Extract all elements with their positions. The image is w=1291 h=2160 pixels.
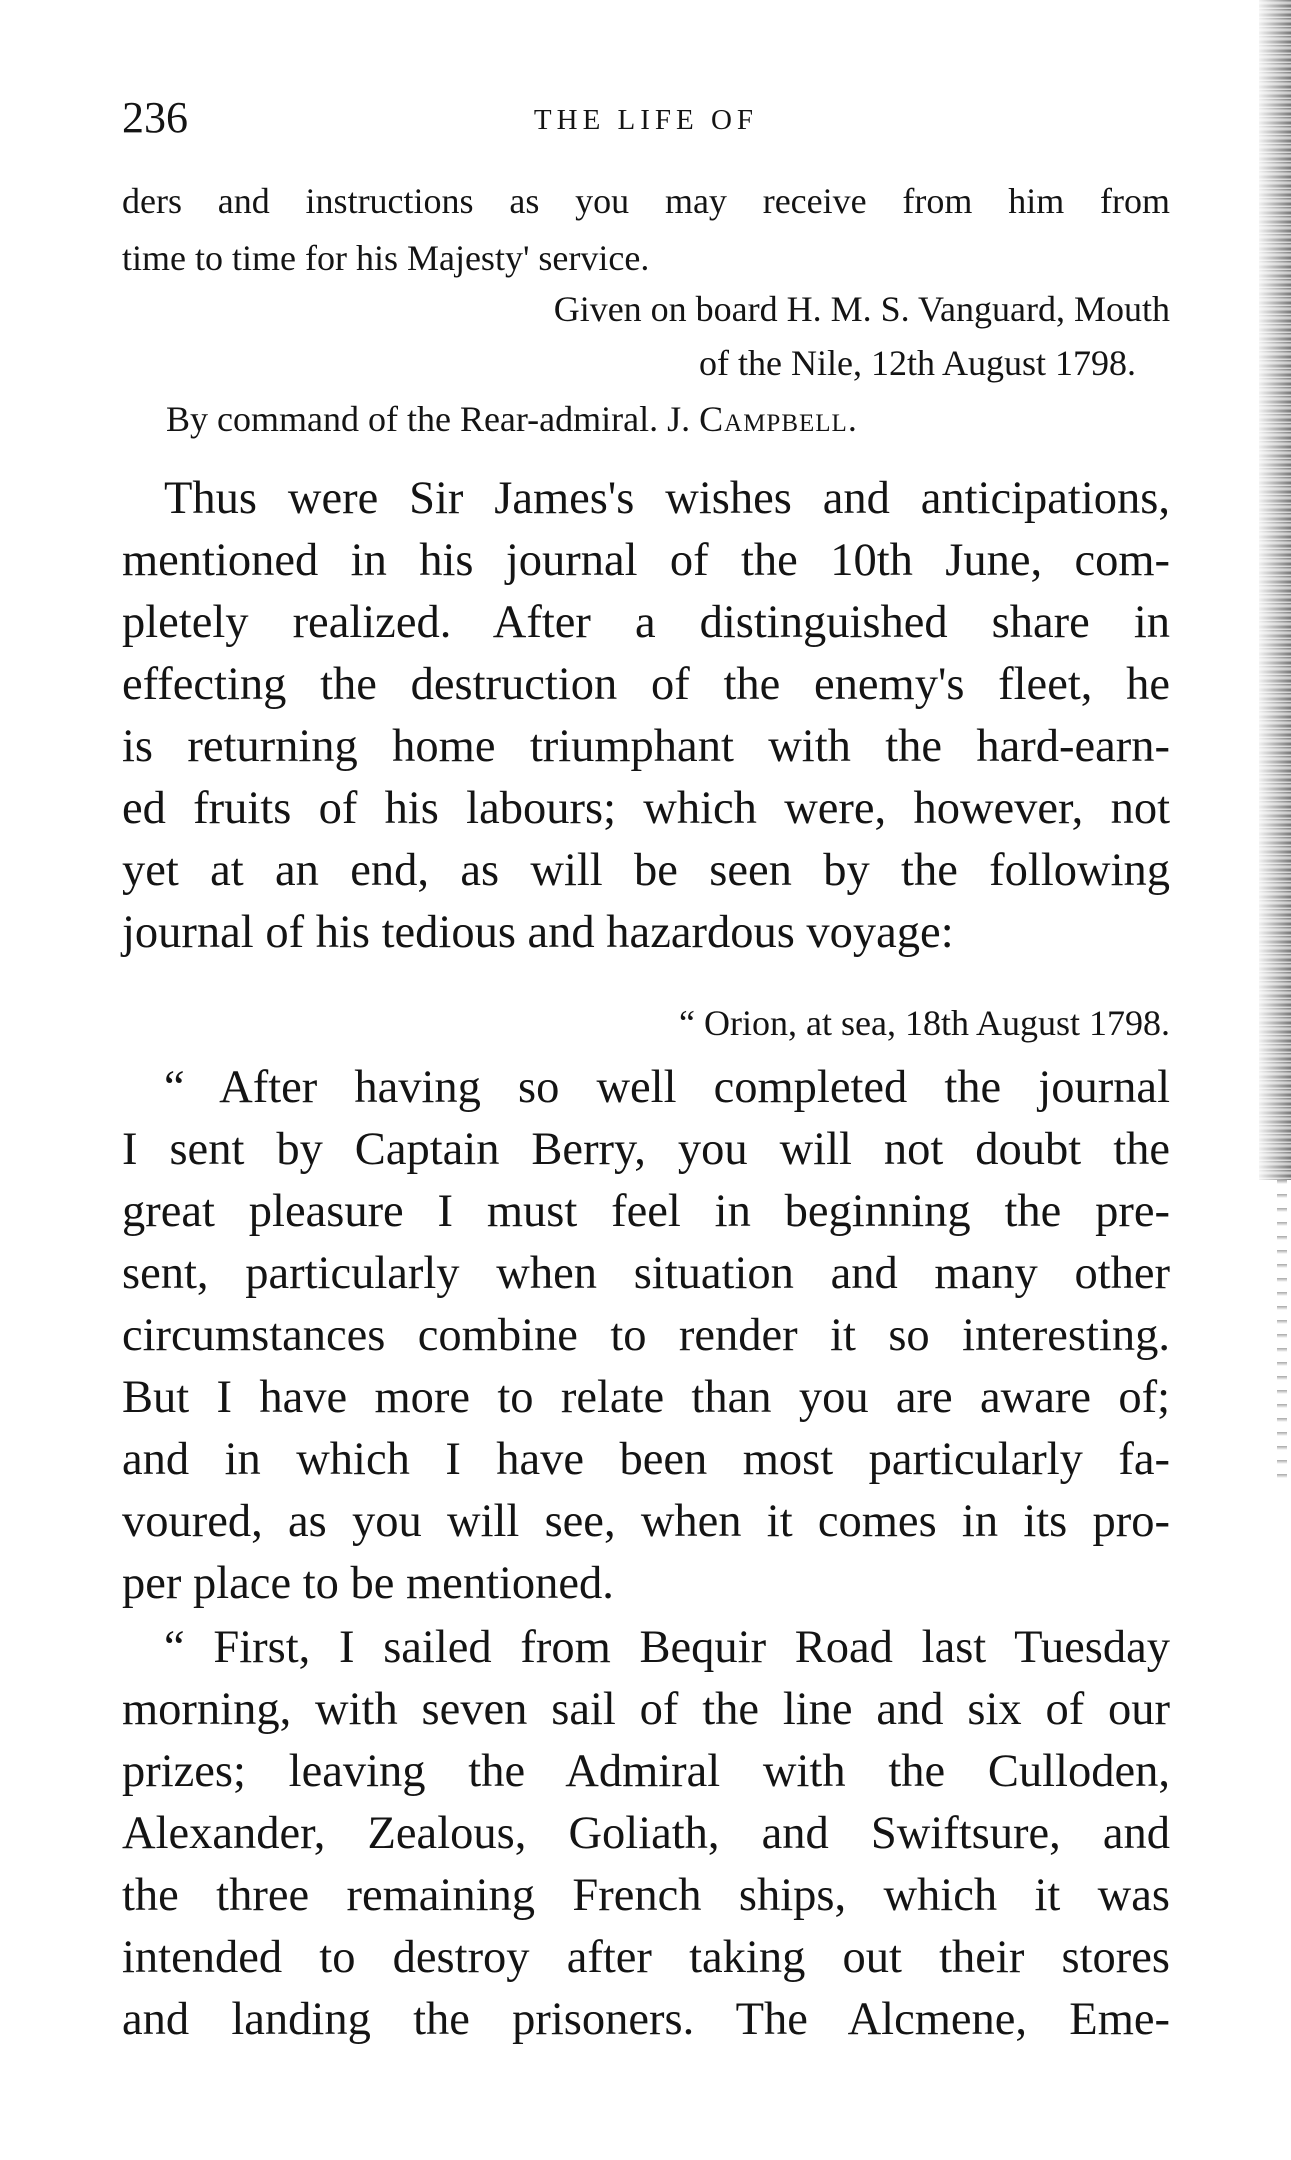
text-line: journal of his tedious and hazardous voyage: [122,907,954,958]
text-line: “ After having so well completed the journal [164,1062,1170,1113]
text-line: But I have more to relate than you are aware of; [122,1372,1170,1423]
text-line: yet at an end, as will be seen by the following [122,845,1170,896]
text-line: and landing the prisoners. The Alcmene, Eme- [122,1994,1170,2045]
text-line: the three remaining French ships, which it was [122,1870,1170,1921]
binding-shadow-lower [1277,1180,1287,1480]
orders-line: time to time for his Majesty' service. [122,238,650,278]
text-line: pletely realized. After a distinguished share in [122,597,1170,648]
signature-name: Campbell. [699,399,858,439]
text-line: voured, as you will see, when it comes in its pro- [122,1496,1170,1547]
paragraph-2 [122,1057,1170,1615]
text-line: I sent by Captain Berry, you will not doubt the [122,1124,1170,1175]
dateline-line: Given on board H. M. S. Vanguard, Mouth [553,289,1170,329]
dateline-line: of the Nile, 12th August 1798. [699,343,1136,383]
text-line: “ First, I sailed from Bequir Road last Tuesday [164,1622,1170,1673]
paragraph-1 [122,468,1170,964]
text-line: Thus were Sir James's wishes and anticipations, [164,473,1170,524]
text-line: mentioned in his journal of the 10th June, com- [122,535,1170,586]
text-line: sent, particularly when situation and many other [122,1248,1170,1299]
signature-prefix: By command of the Rear-admiral. J. [166,399,691,439]
text-line: great pleasure I must feel in beginning the pre- [122,1186,1170,1237]
page-number: 236 [122,93,188,142]
paragraph-3 [122,1617,1170,2051]
text-line: effecting the destruction of the enemy's fleet, he [122,659,1170,710]
binding-shadow [1259,0,1291,1180]
running-head [122,90,1170,146]
letter-dateline: “ Orion, at sea, 18th August 1798. [679,1003,1170,1043]
orders-block [122,173,1170,287]
text-line: morning, with seven sail of the line and six of our [122,1684,1170,1735]
running-title: THE LIFE OF [533,104,759,136]
text-line: ed fruits of his labours; which were, however, not [122,783,1170,834]
text-line: per place to be mentioned. [122,1558,614,1609]
text-line: Alexander, Zealous, Goliath, and Swiftsure, and [122,1808,1170,1859]
text-line: and in which I have been most particularly fa- [122,1434,1170,1485]
orders-line: ders and instructions as you may receive from him from [122,181,1170,221]
text-line: prizes; leaving the Admiral with the Culloden, [122,1746,1170,1797]
text-line: intended to destroy after taking out their stores [122,1932,1170,1983]
text-line: is returning home triumphant with the hard-earn- [122,721,1170,772]
text-line: circumstances combine to render it so interesting. [122,1310,1170,1361]
signature-line [122,391,1170,448]
orders-dateline [122,281,1170,388]
